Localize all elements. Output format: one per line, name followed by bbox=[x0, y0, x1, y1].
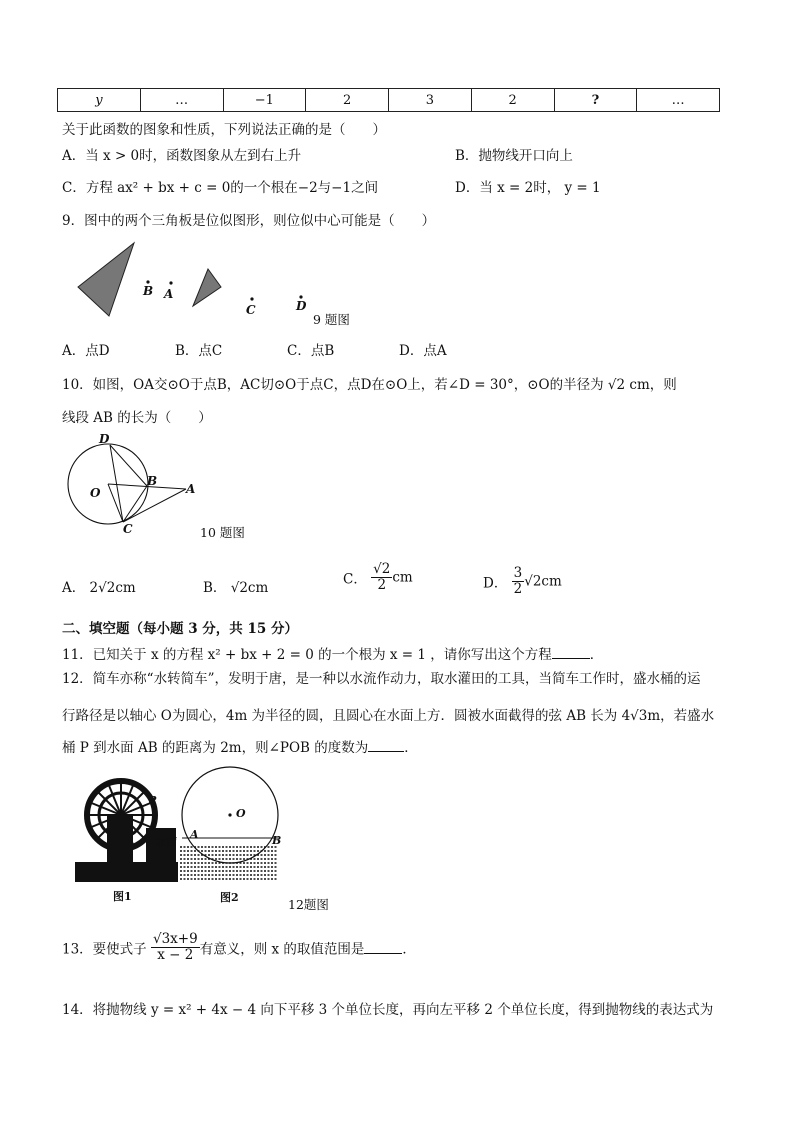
q8-option-a[interactable]: A．当 x > 0时，函数图象从左到右上升 bbox=[62, 148, 302, 164]
q12-fig1-caption: 图1 bbox=[113, 890, 132, 903]
q10-option-d-unit: √2cm bbox=[524, 573, 562, 590]
q12-label-p: P bbox=[148, 794, 157, 807]
section-title: 二、填空题（每小题 3 分，共 15 分） bbox=[62, 621, 298, 637]
q10-option-c-numerator: √2 bbox=[373, 561, 391, 577]
q9-label-d: D bbox=[296, 299, 307, 313]
q12-line3: 桶 P 到水面 AB 的距离为 2m，则∠POB 的度数为 bbox=[62, 740, 369, 756]
q10-stem-line2: 线段 AB 的长为（ ） bbox=[62, 410, 212, 426]
q10-label-a: A bbox=[186, 482, 196, 496]
q9-label-c: C bbox=[246, 303, 256, 317]
q10-option-a-prefix: A． bbox=[62, 580, 86, 596]
table-cell: −1 bbox=[223, 89, 306, 112]
center-o-dot bbox=[228, 813, 231, 816]
q10-option-c-prefix: C． bbox=[343, 571, 367, 588]
q12-label-o: O bbox=[236, 807, 246, 820]
q13-end: ． bbox=[402, 941, 416, 958]
q10-option-d-prefix: D． bbox=[483, 575, 508, 592]
q9-option-a[interactable]: A．点D bbox=[62, 343, 110, 359]
q13-numerator: √3x+9 bbox=[152, 931, 198, 947]
q11-end: ． bbox=[589, 647, 604, 663]
waterwheel-base bbox=[75, 862, 178, 882]
q10-label-d: D bbox=[99, 432, 110, 446]
table-cell: y bbox=[58, 89, 141, 112]
q10-option-d-numerator: 3 bbox=[513, 565, 523, 581]
q9-option-d[interactable]: D．点A bbox=[399, 343, 447, 359]
q8-option-b[interactable]: B．抛物线开口向上 bbox=[455, 148, 573, 164]
q10-caption: 10 题图 bbox=[200, 525, 245, 540]
q12-label-a: A bbox=[190, 828, 199, 841]
table-cell: 3 bbox=[389, 89, 472, 112]
table-cell: 2 bbox=[306, 89, 389, 112]
q13-text bbox=[62, 932, 416, 963]
table-cell: … bbox=[140, 89, 223, 112]
q13-answer-blank[interactable] bbox=[364, 941, 402, 954]
q13-denominator: x − 2 bbox=[157, 947, 194, 963]
water-hatching bbox=[180, 847, 278, 879]
q10-option-c-denominator: 2 bbox=[377, 577, 387, 593]
q8-option-c[interactable]: C．方程 ax² + bx + c = 0的一个根在−2与−1之间 bbox=[62, 180, 379, 196]
q9-option-c[interactable]: C．点B bbox=[287, 343, 335, 359]
q8-stem: 关于此函数的图象和性质，下列说法正确的是（ ） bbox=[62, 122, 386, 138]
q12-line1: 12．简车亦称“水转简车”，发明于唐，是一种以水流作动力，取水灌田的工具，当简车工作时，盛水桶的运 bbox=[62, 671, 701, 687]
q13-fraction bbox=[151, 932, 200, 963]
q12-label-b: B bbox=[272, 834, 282, 847]
q10-option-d-denominator: 2 bbox=[513, 581, 523, 597]
table-cell: 2 bbox=[471, 89, 554, 112]
waterwheel-support bbox=[107, 815, 133, 863]
q9-option-b[interactable]: B．点C bbox=[175, 343, 223, 359]
q10-label-b: B bbox=[147, 474, 158, 488]
q10-option-b-value: √2cm bbox=[230, 580, 269, 596]
q13-pre: 13．要使式子 bbox=[62, 941, 147, 958]
q12-line2: 行路径是以轴心 O为圆心，4m 为半径的圆，且圆心在水面上方．圆被水面截得的弦 AB 长为 4√3m，若盛水 bbox=[62, 708, 715, 724]
q12-water-label: 水面 bbox=[155, 836, 177, 849]
q9-stem: 9．图中的两个三角板是位似图形，则位似中心可能是（ ） bbox=[62, 213, 436, 229]
q10-option-c-unit: cm bbox=[392, 569, 413, 586]
table-cell: … bbox=[637, 89, 720, 112]
q13-post: 有意义，则 x 的取值范围是 bbox=[199, 941, 365, 958]
table-cell: ? bbox=[554, 89, 637, 112]
q8-option-d[interactable]: D．当 x = 2时， y = 1 bbox=[455, 180, 601, 196]
q12-caption: 12题图 bbox=[288, 897, 329, 912]
q10-option-a-value: 2√2cm bbox=[89, 580, 136, 596]
q10-label-o: O bbox=[90, 486, 101, 500]
q9-label-b: B bbox=[143, 284, 154, 298]
q10-option-b-prefix: B． bbox=[203, 580, 227, 596]
q9-caption: 9 题图 bbox=[313, 312, 350, 327]
q12-fig2-caption: 图2 bbox=[220, 891, 239, 904]
q12-end: ． bbox=[404, 740, 418, 756]
q14-text: 14．将抛物线 y = x² + 4x − 4 向下平移 3 个单位长度，再向左平移 2 个单位长度，得到抛物线的表达式为 bbox=[62, 1002, 714, 1018]
q9-label-a: A bbox=[164, 287, 174, 301]
q11-stem: 11．已知关于 x 的方程 x² + bx + 2 = 0 的一个根为 x = 1 ，请你写出这个方程 bbox=[62, 647, 552, 663]
q10-stem-line1: 10．如图，OA交⊙O于点B，AC切⊙O于点C，点D在⊙O上，若∠D = 30°，⊙O的半径为 √2 cm，则 bbox=[62, 377, 677, 393]
q10-label-c: C bbox=[123, 522, 133, 536]
